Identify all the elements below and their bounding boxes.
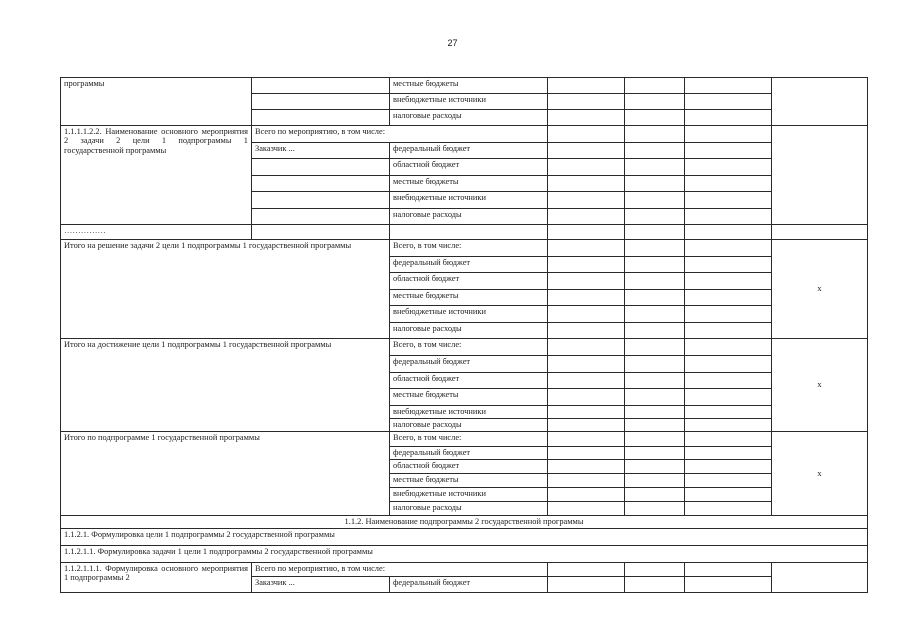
source-local: местные бюджеты bbox=[390, 290, 548, 306]
total-incl: Всего, в том числе: bbox=[390, 240, 548, 257]
table-row bbox=[61, 240, 868, 257]
source-regional: областной бюджет bbox=[390, 273, 548, 290]
table-row bbox=[61, 126, 868, 143]
customer-label: Заказчик ... bbox=[252, 143, 390, 159]
source-regional: областной бюджет bbox=[390, 159, 548, 176]
table-row bbox=[61, 78, 868, 94]
task-row: 1.1.2.1.1. Формулировка задачи 1 цели 1 подпрограммы 2 государственной программы bbox=[61, 546, 868, 563]
x-mark: х bbox=[772, 240, 868, 339]
source-federal: федеральный бюджет bbox=[390, 356, 548, 373]
source-tax: налоговые расходы bbox=[390, 502, 548, 516]
event-name: 1.1.2.1.1.1. Формулировка основного мероприятия 1 подпрограммы 2 bbox=[61, 563, 252, 593]
source-regional: областной бюджет bbox=[390, 373, 548, 389]
source-offbudget: внебюджетные источники bbox=[390, 488, 548, 502]
table-row bbox=[61, 432, 868, 447]
customer-label: Заказчик ... bbox=[252, 577, 390, 593]
source-offbudget: внебюджетные источники bbox=[390, 192, 548, 209]
table-row bbox=[61, 516, 868, 529]
source-offbudget: внебюджетные источники bbox=[390, 406, 548, 419]
ellipsis: …………… bbox=[61, 225, 252, 240]
x-mark: х bbox=[772, 339, 868, 432]
event-name: 1.1.1.1.2.2. Наименование основного мероприятия 2 задачи 2 цели 1 подпрограммы 1 государственной программы bbox=[61, 126, 252, 225]
source-local: местные бюджеты bbox=[390, 474, 548, 488]
page-number: 27 bbox=[447, 38, 458, 48]
total-task-label: Итого на решение задачи 2 цели 1 подпрограммы 1 государственной программы bbox=[61, 240, 390, 339]
source-offbudget: внебюджетные источники bbox=[390, 306, 548, 323]
budget-table bbox=[60, 77, 868, 593]
table-row bbox=[61, 225, 868, 240]
row-label: программы bbox=[61, 78, 252, 126]
total-incl: Всего, в том числе: bbox=[390, 432, 548, 447]
source-tax: налоговые расходы bbox=[390, 323, 548, 339]
total-event-label: Всего по мероприятию, в том числе: bbox=[252, 563, 548, 577]
subprogram-2-title: 1.1.2. Наименование подпрограммы 2 государственной программы bbox=[61, 516, 868, 529]
source-federal: федеральный бюджет bbox=[390, 447, 548, 460]
source-federal: федеральный бюджет bbox=[390, 577, 548, 593]
total-incl: Всего, в том числе: bbox=[390, 339, 548, 356]
source-regional: областной бюджет bbox=[390, 460, 548, 474]
source-tax: налоговые расходы bbox=[390, 209, 548, 225]
source-local: местные бюджеты bbox=[390, 78, 548, 94]
total-subprogram-label: Итого по подпрограмме 1 государственной программы bbox=[61, 432, 390, 516]
table-row bbox=[61, 339, 868, 356]
total-goal-label: Итого на достижение цели 1 подпрограммы 1 государственной программы bbox=[61, 339, 390, 432]
x-mark: х bbox=[772, 432, 868, 516]
source-local: местные бюджеты bbox=[390, 176, 548, 192]
source-tax: налоговые расходы bbox=[390, 419, 548, 432]
goal-row: 1.1.2.1. Формулировка цели 1 подпрограммы 2 государственной программы bbox=[61, 529, 868, 546]
source-federal: федеральный бюджет bbox=[390, 143, 548, 159]
table-row bbox=[61, 529, 868, 546]
source-local: местные бюджеты bbox=[390, 389, 548, 406]
source-tax: налоговые расходы bbox=[390, 110, 548, 126]
source-federal: федеральный бюджет bbox=[390, 257, 548, 273]
total-event-label: Всего по мероприятию, в том числе: bbox=[252, 126, 548, 143]
source-offbudget: внебюджетные источники bbox=[390, 94, 548, 110]
table-row bbox=[61, 563, 868, 577]
table-row bbox=[61, 546, 868, 563]
